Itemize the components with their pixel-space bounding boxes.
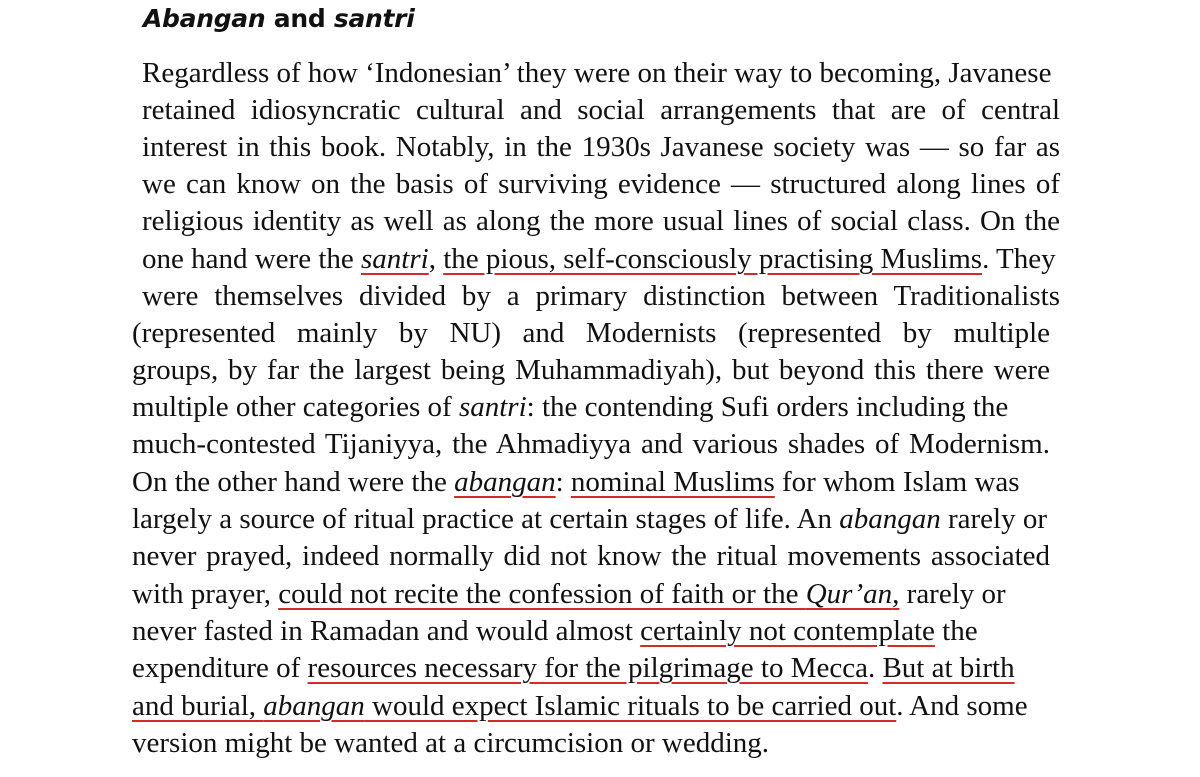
section-heading — [143, 2, 414, 36]
text-line: version might be wanted at a circumcision or wedding. — [132, 727, 770, 759]
text-line: (represented mainly by NU) and Modernists (represented by multiple — [132, 317, 1050, 349]
text-line: interest in this book. Notably, in the 1930s Javanese society was — so far as — [142, 131, 1060, 163]
text-line: much-contested Tijaniyya, the Ahmadiyya and various shades of Modernism. — [132, 428, 1050, 460]
underlined-phrase: the pious, self-consciously practising Muslims — [443, 243, 983, 275]
underlined-term-abangan: abangan — [454, 466, 556, 498]
text-line: largely a source of ritual practice at certain stages of life. An abangan rarely or — [132, 503, 1048, 535]
text-line: Regardless of how ‘Indonesian’ they were on their way to becoming, Javanese — [142, 57, 1052, 89]
text-line: religious identity as well as along the more usual lines of social class. On the — [142, 205, 1060, 237]
underlined-term-santri: santri — [361, 243, 429, 275]
text-line: groups, by far the largest being Muhammadiyah), but beyond this there were — [132, 354, 1050, 386]
text-line: expenditure of resources necessary for the pilgrimage to Mecca. But at birth — [132, 652, 1015, 684]
text-line: we can know on the basis of surviving evidence — structured along lines of — [142, 168, 1060, 200]
text-line: never prayed, indeed normally did not know the ritual movements associated — [132, 540, 1050, 572]
underlined-phrase: certainly not contemplate — [640, 615, 935, 647]
italic-term-abangan: abangan — [263, 690, 365, 722]
underlined-phrase: nominal Muslims — [570, 466, 775, 498]
heading-word-santri: santri — [333, 4, 415, 33]
text-line: with prayer, could not recite the confession of faith or the Qur’an, rarely or — [132, 578, 1006, 610]
underlined-phrase: could not recite the confession of faith or the Qur’an, — [278, 578, 900, 610]
text-line: On the other hand were the abangan: nominal Muslims for whom Islam was — [132, 466, 1020, 498]
heading-word-abangan: Abangan — [143, 4, 266, 33]
text-line: never fasted in Ramadan and would almost certainly not contemplate the — [132, 615, 978, 647]
underlined-phrase: resources necessary for the pilgrimage to Mecca — [307, 652, 868, 684]
underlined-phrase: But at birth — [882, 652, 1015, 684]
text-line: were themselves divided by a primary distinction between Traditionalists — [142, 280, 1060, 312]
text-line: retained idiosyncratic cultural and social arrangements that are of central — [142, 94, 1060, 126]
italic-term-santri: santri — [458, 391, 527, 423]
text-line: multiple other categories of santri: the contending Sufi orders including the — [132, 391, 1009, 423]
underlined-phrase: and burial, abangan would expect Islamic rituals to be carried out — [132, 690, 897, 722]
text-line: one hand were the santri, the pious, self-consciously practising Muslims. They — [142, 243, 1056, 275]
heading-conjunction: and — [265, 4, 334, 33]
italic-term-abangan: abangan — [839, 503, 941, 535]
italic-term-quran: Qur’an — [805, 578, 893, 610]
text-line: and burial, abangan would expect Islamic rituals to be carried out. And some — [132, 690, 1028, 722]
